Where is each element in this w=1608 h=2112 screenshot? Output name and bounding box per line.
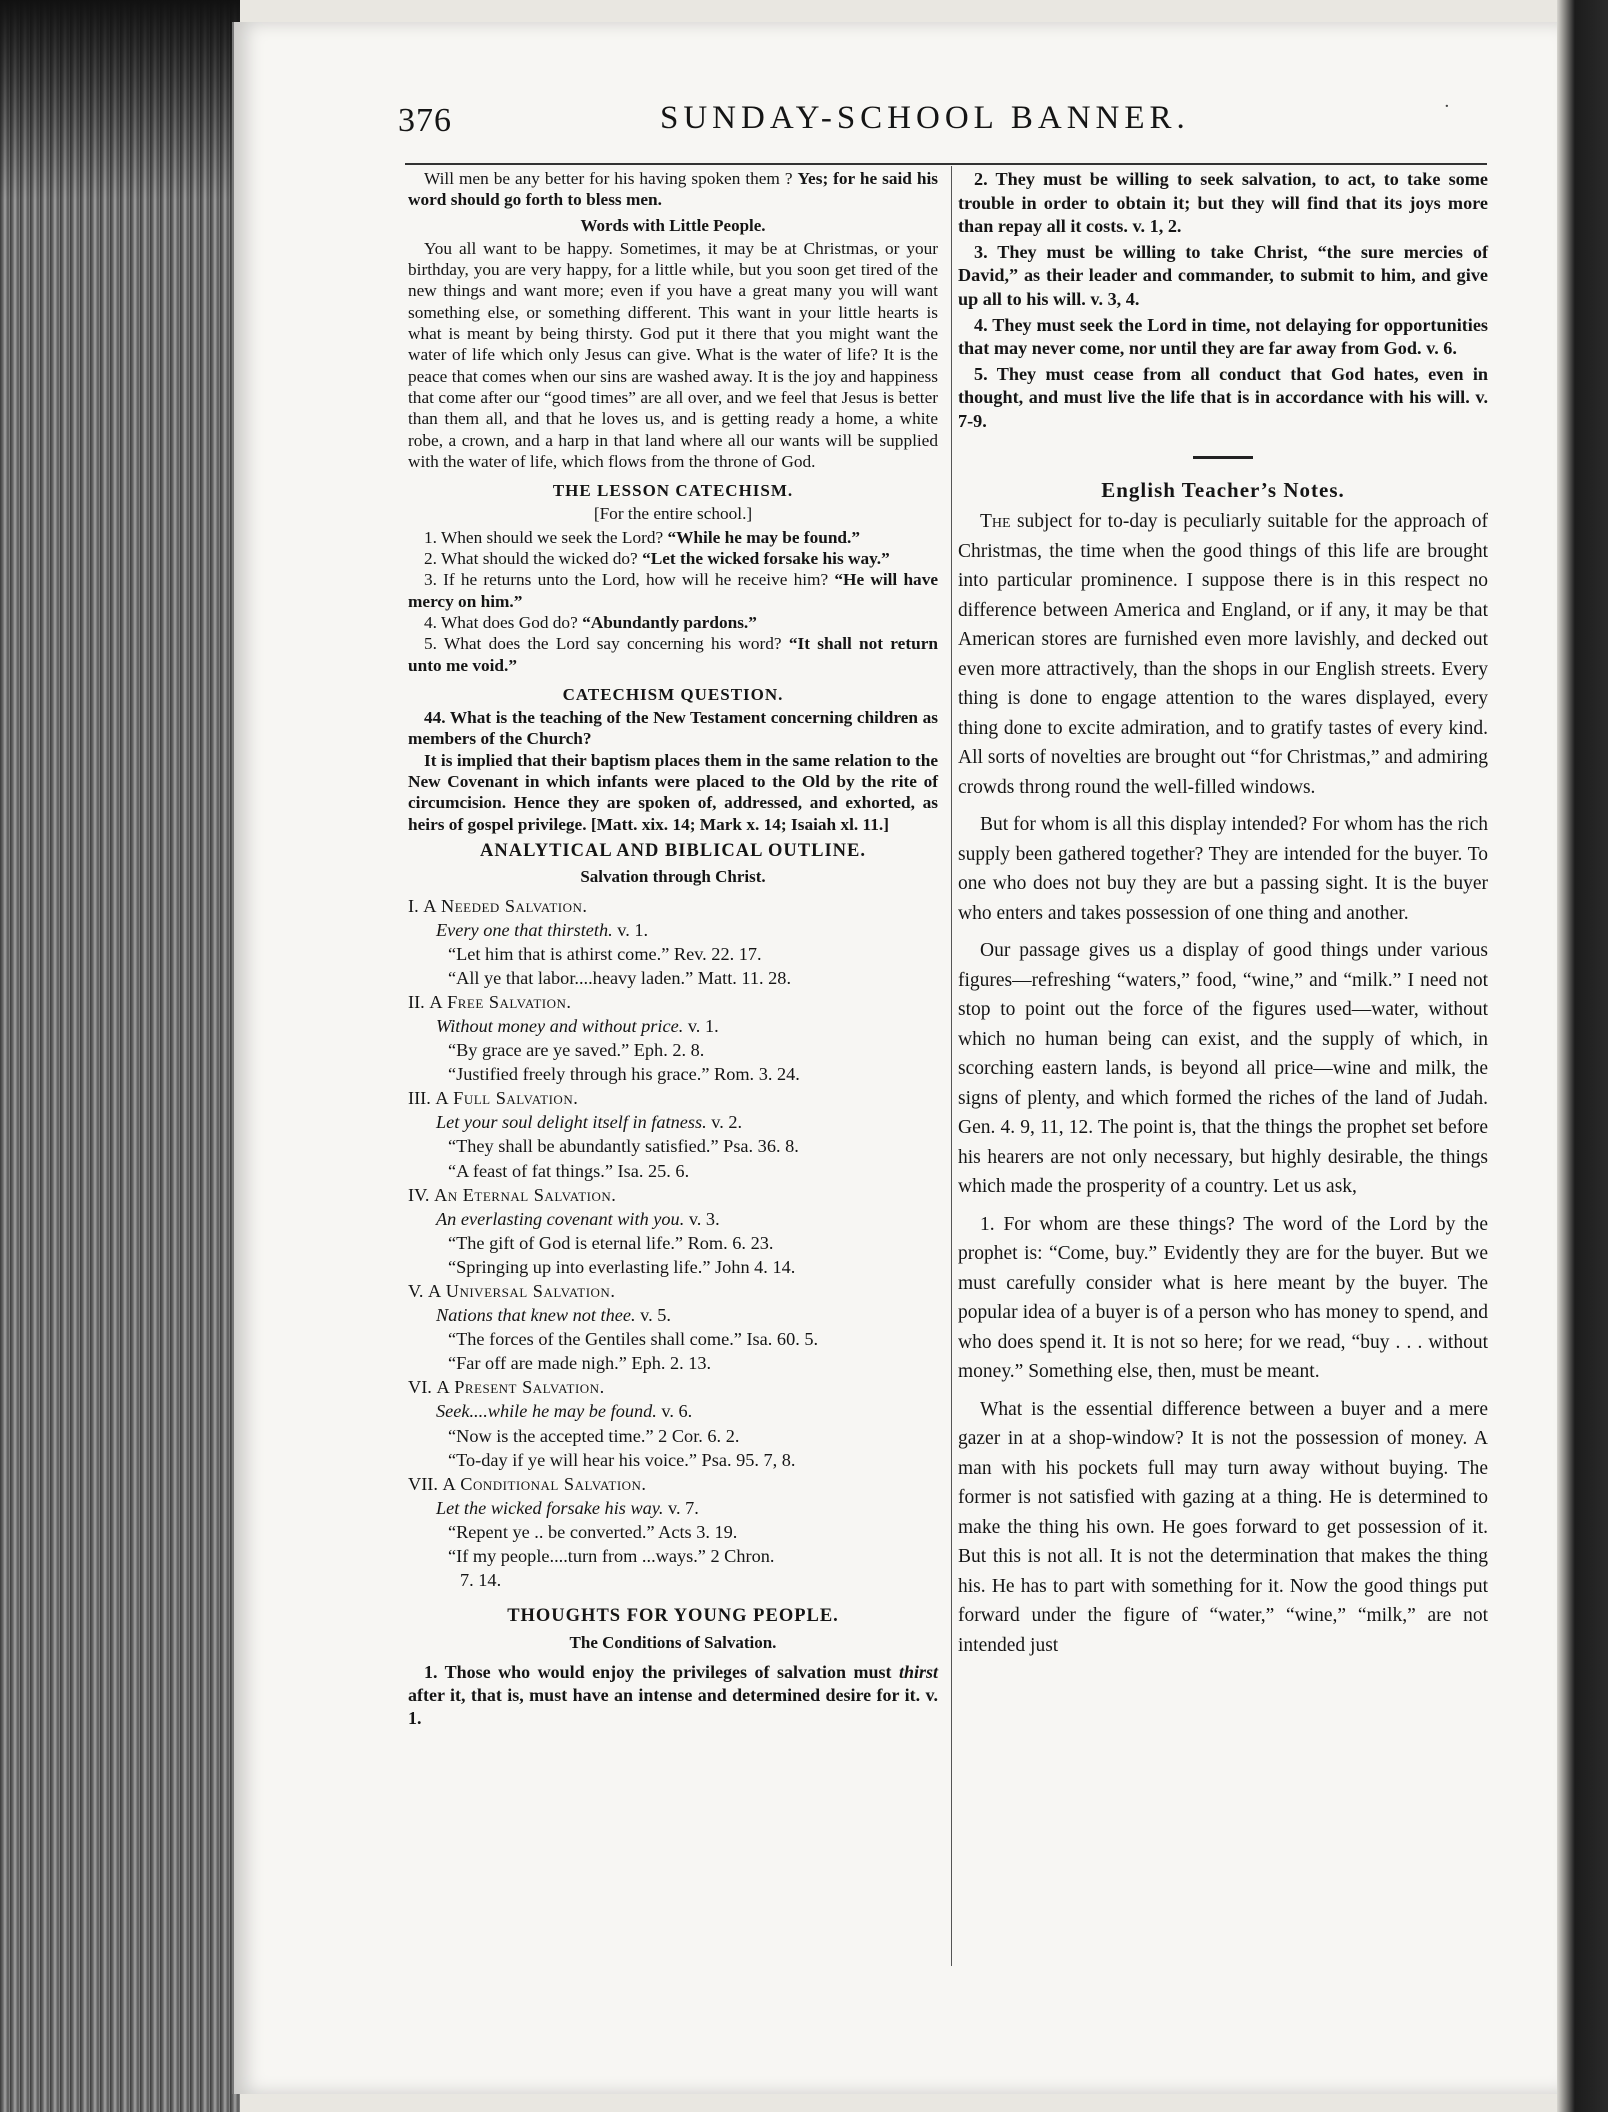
outline-lead-ref: v. 7.: [668, 1497, 699, 1518]
outline-lead: [436, 1496, 938, 1520]
catechism-question: 5. What does the Lord say concerning his word?: [424, 634, 782, 654]
condition-emphasis: thirst: [898, 1661, 938, 1682]
catechism-item: [408, 548, 938, 569]
condition-text: They must seek the Lord in time, not delaying for opportunities that may never come, nor until they are far away from God. v. 6.: [958, 314, 1489, 359]
thoughts-condition-1: [408, 1661, 938, 1730]
condition-text: They must be willing to take Christ, “the sure mercies of David,” as their leader and commander, to submit to him, and give up all to his will. v. 3, 4.: [958, 241, 1489, 309]
notes-text: subject for to-day is peculiarly suitable for the approach of Christmas, the time when the good things of this life are brought into particular prominence. I suppose there is in this respect no difference between America and England, or if any, it may be that American stores are furnished even more lavishly, and decked out even more attractively, than the shops in our English streets. Every thing is done to engage attention to the wares displayed, every thing done to excite admiration, and to gratify tastes of every kind. All sorts of novelties are brought out “for Christmas,” and admiring crowds throng round the well-filled windows.: [958, 511, 1488, 798]
notes-paragraph: 1. For whom are these things? The word of the Lord by the prophet is: “Come, buy.” Evidently they are for the buyer. But we must carefully consider what is here meant by the buyer. The popular idea of a buyer is of a person who has money to spend, and who does spend it. It is not so here; for we read, “buy . . . without money.” Something else, then, must be meant.: [958, 1213, 1488, 1383]
outline-heading: [408, 1183, 938, 1207]
outline-ref: “All ye that labor....heavy laden.” Matt. 11. 28.: [448, 967, 792, 988]
condition-number: 3.: [974, 241, 988, 262]
book-right-edge: [1557, 0, 1608, 2112]
catechism-question-title: CATECHISM QUESTION.: [562, 684, 784, 704]
outline-lead-ref: v. 6.: [661, 1401, 693, 1422]
outline-section: [408, 894, 938, 990]
notes-paragraph: But for whom is all this display intended? For whom has the rich supply been gathered together? They are intended for the buyer. To one who does not buy they are but a passing sight. It is the buyer who enters and takes possession of one thing and another.: [958, 814, 1488, 924]
catechism-item: [408, 527, 938, 548]
condition-number: 2.: [974, 169, 988, 189]
catechism-note: [For the entire school.]: [593, 504, 753, 524]
catechism-answer: “It shall not return unto me void.”: [408, 634, 938, 675]
outline-lead: [436, 1399, 938, 1423]
thoughts-subtitle: The Conditions of Salvation.: [569, 1632, 777, 1652]
outline-head: A Free Salvation.: [429, 991, 572, 1012]
outline-lead-text: Let your soul delight itself in fatness.: [436, 1112, 707, 1133]
outline-head: A Present Salvation.: [436, 1377, 605, 1398]
outline-lead: [436, 918, 938, 942]
outline-section: [408, 1183, 938, 1279]
outline-lead-ref: v. 3.: [688, 1208, 720, 1229]
outline-section: [408, 1472, 938, 1592]
outline-heading: [408, 1375, 938, 1399]
outline-lead: [436, 1207, 938, 1231]
outline-lead: [436, 1110, 938, 1134]
catechism-item: [408, 612, 938, 633]
outline-numeral: VI.: [408, 1377, 432, 1398]
catechism-question: 1. When should we seek the Lord?: [424, 527, 664, 547]
outline-head: A Conditional Salvation.: [442, 1473, 647, 1494]
outline-lead-text: An everlasting covenant with you.: [436, 1208, 685, 1229]
left-column: [408, 168, 938, 1730]
outline-lead-ref: v. 2.: [711, 1112, 743, 1133]
outline-section: [408, 990, 938, 1086]
outline-ref: “Justified freely through his grace.” Rom. 3. 24.: [448, 1064, 800, 1085]
opening-answer: Yes; for he said his word should go forth to bless men.: [408, 169, 938, 210]
words-title: Words with Little People.: [580, 215, 766, 235]
outline-heading: [408, 990, 938, 1014]
section-rule: [1193, 456, 1253, 459]
outline-ref: “To-day if ye will hear his voice.” Psa. 95. 7, 8.: [448, 1449, 796, 1470]
notes-paragraph: Our passage gives us a display of good things under various figures—refreshing “waters,” food, “wine,” and “milk.” I need not stop to point out the force of the figures used—water, without which no human being can exist, and the supply of which, in scorching eastern lands, is beyond all price—wine and milk, the signs of plenty, and which formed the riches of the land of Judah. Gen. 4. 9, 11, 12. The point is, that the things the prophet set before his hearers are not only necessary, but highly desirable, the things which made the prosperity of a country. Let us ask,: [958, 940, 1488, 1198]
outline-heading: [408, 1086, 938, 1110]
right-column: [958, 168, 1488, 1668]
notes-first-word: The: [980, 511, 1011, 533]
outline-heading: [408, 1472, 938, 1496]
outline-lead-text: Without money and without price.: [436, 1015, 684, 1036]
outline-subtitle: Salvation through Christ.: [580, 867, 766, 887]
outline-lead-ref: v. 1.: [687, 1015, 719, 1036]
outline-ref: “The gift of God is eternal life.” Rom. 6. 23.: [448, 1232, 774, 1253]
outline-numeral: I.: [408, 895, 419, 916]
catechism-item: [408, 569, 938, 612]
outline-heading: [408, 1279, 938, 1303]
outline-title: ANALYTICAL AND BIBLICAL OUTLINE.: [479, 840, 866, 861]
outline-ref: “The forces of the Gentiles shall come.” Isa. 60. 5.: [448, 1329, 819, 1350]
outline-head: A Full Salvation.: [435, 1088, 579, 1109]
outline-ref: “By grace are ye saved.” Eph. 2. 8.: [448, 1040, 705, 1061]
outline-lead-text: Every one that thirsteth.: [436, 919, 613, 940]
outline-ref: “Now is the accepted time.” 2 Cor. 6. 2.: [448, 1425, 740, 1446]
condition-text: They must be willing to seek salvation, to act, to take some trouble in order to obtain it; but they will find that its joys more than repay all it costs. v. 1, 2.: [958, 169, 1489, 237]
notes-paragraph: What is the essential difference between a buyer and a mere gazer in at a shop-window? It is not the possession of money. A man with his pockets full may turn away without buying. The former is not satisfied with gazing at a thing. He is determined to make the thing his own. He goes forward to get possession of it. But this is not all. It is not the determination that makes the thing his. He has to part with something for it. Now the good things put forward under the figure of “water,” “wine,” “milk,” are not intended just: [958, 1398, 1488, 1656]
condition-text: after it, that is, must have an intense and determined desire for it. v. 1.: [408, 1684, 938, 1728]
outline-head: An Eternal Salvation.: [434, 1184, 617, 1205]
notes-title: English Teacher’s Notes.: [1101, 477, 1345, 502]
catechism-question: 3. If he returns unto the Lord, how will he receive him?: [424, 570, 829, 590]
catechism-answer: “He will have mercy on him.”: [408, 570, 939, 611]
catechism-question-text: 44. What is the teaching of the New Testament concerning children as members of the Church?: [408, 708, 938, 749]
condition-text: Those who would enjoy the privileges of salvation must: [444, 1661, 892, 1682]
outline-section: [408, 1279, 938, 1375]
outline-numeral: III.: [408, 1088, 431, 1109]
outline-lead-text: Seek....while he may be found.: [436, 1401, 657, 1422]
catechism-question: 4. What does God do?: [424, 612, 578, 632]
outline-ref: “If my people....turn from ...ways.” 2 Chron.: [448, 1546, 775, 1567]
thoughts-title: THOUGHTS FOR YOUNG PEOPLE.: [507, 1606, 839, 1627]
catechism-answer: “Let the wicked forsake his way.”: [642, 549, 890, 569]
outline-ref: “A feast of fat things.” Isa. 25. 6.: [448, 1160, 690, 1181]
running-head: SUNDAY-SCHOOL BANNER.: [660, 100, 1190, 136]
outline-lead-text: Let the wicked forsake his way.: [436, 1497, 664, 1518]
words-text: You all want to be happy. Sometimes, it may be at Christmas, or your birthday, you are very happy, for a little while, but you soon get tired of the new things and want more; even if you have a great many you will want something else, or something different. This want in your little hearts is what is meant by being thirsty. God put it there that you might want the water of life which only Jesus can give. What is the water of life? It is the peace that comes when our sins are washed away. It is the joy and happiness that come after our “good times” are all over, and we feel that Jesus is better than them all, and that he loves us, and is getting ready a home, a white robe, a crown, and a harp in that land where all our wants will be supplied with the water of life, which flows from the throne of God.: [408, 238, 938, 471]
outline-lead: [436, 1014, 938, 1038]
book-page-edges: [0, 0, 240, 2112]
outline: [408, 894, 938, 1593]
catechism-answer: “Abundantly pardons.”: [582, 612, 757, 632]
outline-numeral: IV.: [408, 1184, 430, 1205]
condition-number: 4.: [974, 314, 988, 335]
catechism-title: THE LESSON CATECHISM.: [552, 481, 794, 501]
header-rule: [405, 163, 1487, 165]
outline-numeral: VII.: [408, 1473, 438, 1494]
outline-ref-continued: 7. 14.: [460, 1570, 502, 1591]
outline-ref: “They shall be abundantly satisfied.” Psa. 36. 8.: [448, 1136, 799, 1157]
outline-lead: [436, 1303, 938, 1327]
outline-heading: [408, 894, 938, 918]
catechism-item: [408, 633, 938, 676]
opening-paragraph: [408, 168, 938, 211]
catechism-answer-text: It is implied that their baptism places them in the same relation to the New Covenant in which infants were placed to the Old by the rite of circumcision. Hence they are spoken of, addressed, and exhorted, as heirs of gospel privilege. [Matt. xix. 14; Mark x. 14; Isaiah xl. 11.]: [408, 750, 938, 834]
outline-numeral: II.: [408, 991, 425, 1012]
catechism-question: 2. What should the wicked do?: [424, 549, 638, 569]
book-edge-shadow: [0, 0, 240, 200]
outline-lead-ref: v. 1.: [617, 919, 649, 940]
outline-lead-ref: v. 5.: [640, 1305, 671, 1326]
condition-text: They must cease from all conduct that God hates, even in thought, and must live the life that is in accordance with his will. v. 7-9.: [958, 363, 1489, 431]
header-dot: ·: [1444, 96, 1450, 117]
outline-ref: “Let him that is athirst come.” Rev. 22. 17.: [448, 943, 762, 964]
outline-lead-text: Nations that knew not thee.: [436, 1305, 636, 1326]
column-divider: [951, 166, 952, 1966]
outline-numeral: V.: [408, 1281, 424, 1301]
condition-item: [958, 314, 1488, 361]
catechism-answer: “While he may be found.”: [667, 527, 860, 547]
notes-paragraph: [958, 507, 1488, 802]
condition-number: 5.: [974, 363, 988, 384]
condition-item: [958, 241, 1488, 312]
outline-head: A Needed Salvation.: [423, 895, 588, 916]
condition-number: 1.: [424, 1661, 438, 1682]
catechism-list: [408, 527, 938, 676]
page-number: 376: [398, 102, 452, 139]
opening-question: Will men be any better for his having spoken them ?: [424, 169, 793, 188]
outline-section: [408, 1375, 938, 1471]
outline-head: A Universal Salvation.: [428, 1281, 616, 1301]
outline-ref: “Far off are made nigh.” Eph. 2. 13.: [448, 1353, 712, 1374]
condition-item: [958, 363, 1488, 434]
outline-ref: “Repent ye .. be converted.” Acts 3. 19.: [448, 1521, 738, 1542]
outline-section: [408, 1086, 938, 1182]
condition-item: [958, 168, 1488, 239]
outline-ref: “Springing up into everlasting life.” John 4. 14.: [448, 1256, 796, 1277]
